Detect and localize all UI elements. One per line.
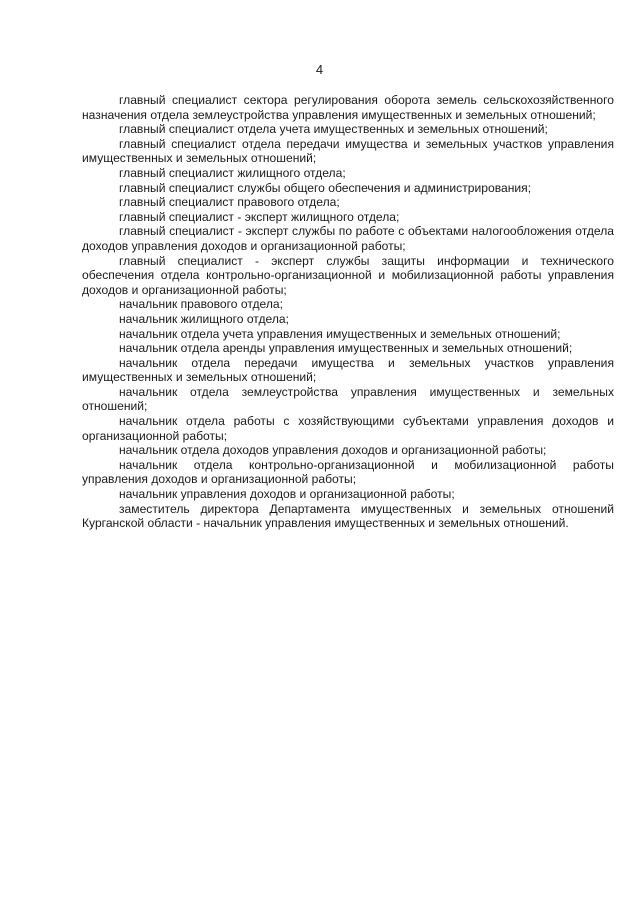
list-item: начальник отдела землеустройства управления имущественных и земельных отношений; [82,384,614,414]
list-item: главный специалист отдела учета имущественных и земельных отношений; [119,122,548,137]
list-item: главный специалист службы общего обеспечения и администрирования; [119,180,532,195]
list-item: начальник правового отдела; [119,297,283,312]
position-list [82,93,614,531]
list-item: главный специалист сектора регулирования оборота земель сельскохозяйственного назначения отдела землеустройства управления имущественных и земельных отношений; [82,93,614,122]
list-item: главный специалист отдела передачи имущества и земельных участков управления имущественных и земельных отношений; [82,136,614,166]
list-item: главный специалист - эксперт жилищного отдела; [119,209,400,224]
list-item: начальник управления доходов и организационной работы; [119,487,455,502]
list-item: главный специалист - эксперт службы по работе с объектами налогообложения отдела доходов управления доходов и организационной работы; [82,224,614,253]
list-item: начальник жилищного отдела; [119,311,289,326]
list-item: начальник отдела аренды управления имущественных и земельных отношений; [119,341,573,356]
list-item: начальник отдела контрольно-организационной и мобилизационной работы управления доходов и организационной работы; [82,457,614,487]
list-item: заместитель директора Департамента имущественных и земельных отношений Курганской области - начальник управления имущественных и земельных отношений. [82,501,614,531]
list-item: начальник отдела передачи имущества и земельных участков управления имущественных и земельных отношений; [82,355,614,385]
page-number: 4 [315,62,324,77]
list-item: главный специалист жилищного отдела; [119,165,346,180]
list-item: начальник отдела учета управления имущественных и земельных отношений; [119,326,561,341]
list-item: главный специалист правового отдела; [119,195,340,210]
list-item: главный специалист - эксперт службы защиты информации и технического обеспечения отдела контрольно-организационной и мобилизационной работы управления доходов и организационной работы; [82,253,614,297]
list-item: начальник отдела доходов управления доходов и организационной работы; [119,443,547,458]
list-item: начальник отдела работы с хозяйствующими субъектами управления доходов и организационной работы; [82,414,614,443]
